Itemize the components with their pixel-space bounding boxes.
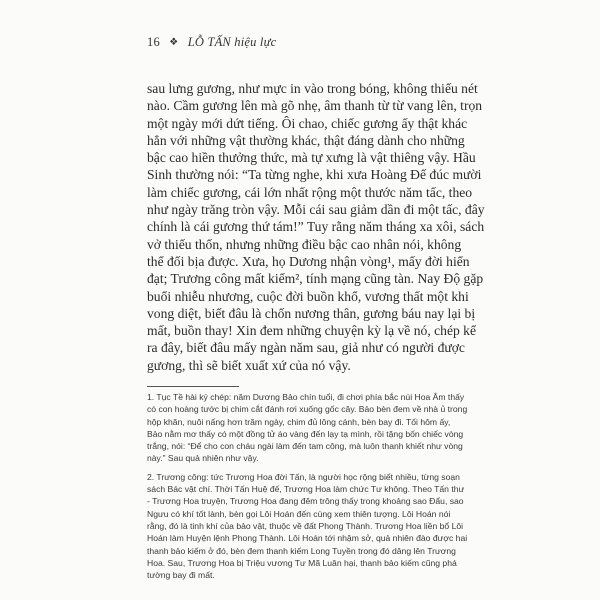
body-line: sau lưng gương, như mực in vào trong bóng, không thiếu nét	[147, 81, 478, 96]
body-line: làm chiếc gương, cái lớn nhất rộng một thước năm tấc, theo	[147, 184, 473, 200]
body-line: chính là cái gương thứ tám!” Tuy rằng năm tháng xa xôi, sách	[147, 219, 485, 235]
body-line: ra đây, biết đâu mấy ngàn năm sau, giả như có người được	[147, 340, 465, 356]
body-line: nào. Cầm gương lên mà gõ nhẹ, âm thanh từ từ vang lên, trọn	[147, 98, 483, 114]
body-text	[147, 80, 485, 374]
body-line: buổi nhiễu nhương, cuộc đời buồn khổ, vương thất một khi	[147, 288, 469, 304]
footnote-line: trắng, nói: “Để cho con cháu ngài làm đến tam công, mà luôn thanh khiết như vòng	[147, 441, 463, 452]
footnote-2	[147, 471, 468, 582]
footnote-1	[147, 391, 468, 465]
body-line: mất, buồn thay! Xin đem những chuyện kỳ lạ về nó, chép kể	[147, 323, 477, 339]
body-line: đạt; Trương công mất kiếm², tính mạng cũng tàn. Nay Độ gặp	[147, 271, 484, 287]
footnote-line: có con hoàng tước bị chim cắt đánh rơi xuống gốc cây. Bảo bèn đem về nhà ủ trong	[147, 404, 468, 415]
body-line: như ngày trăng tròn vậy. Mỗi cái sau giảm dần đi một tấc, đây	[147, 202, 485, 218]
diamond-ornament-icon: ❖	[169, 37, 179, 48]
body-line: bậc cao hiền thưởng thức, mà tự xưng là vật thiêng vậy. Hầu	[147, 150, 476, 166]
footnote-rule	[147, 386, 239, 387]
footnote-line: tường bay đi mất.	[147, 570, 215, 581]
footnote-line: Bảo nằm mơ thấy có một đồng tử áo vàng đến lạy tạ mình, rồi tặng bốn chiếc vòng	[147, 428, 464, 439]
footnote-line: - Trương Hoa truyện, Trương Hoa đang đêm trông thấy trong khoảng sao Đẩu, sao	[147, 496, 464, 507]
body-line: thể đối bịa được. Xưa, họ Dương nhận vòng¹, mấy đời hiển	[147, 253, 470, 269]
body-line: hẳn với những vật thường khác, thật đáng dành cho những	[147, 132, 465, 148]
footnote-line: hộp khăn, nuôi nấng hơn trăm ngày, chim đủ lông cánh, bèn bay đi. Tối hôm ấy,	[147, 416, 451, 427]
body-line: Sinh thường nói: “Ta từng nghe, khi xưa Hoàng Đế đúc mười	[147, 167, 482, 183]
footnote-line: 1. Tục Tề hài ký chép: năm Dương Bảo chín tuổi, đi chơi phía bắc núi Hoa Âm thấy	[147, 392, 465, 402]
footnote-line: Hoa. Sau, Trương Hoa bị Triệu vương Tư Mã Luân hại, thanh bảo kiếm cũng phá	[147, 557, 457, 568]
body-line: gương, thì sẽ biết xuất xứ của nó vậy.	[147, 357, 351, 373]
footnote-line: rằng, đó là tinh khí của bảo vật, thuộc về đất Phong Thành. Trương Hoa liền bổ Lôi	[147, 520, 464, 531]
body-line: vở thiếu thốn, nhưng những điều bậc cao nhân nói, không	[147, 236, 462, 252]
page-number: 16	[147, 35, 160, 49]
running-header	[147, 35, 276, 50]
body-line: vong diệt, biết đâu là chốn nương thân, gương báu nay lại bị	[147, 305, 476, 321]
book-title: LỖ TẤN hiệu lực	[187, 35, 277, 49]
footnote-line: thanh bảo kiếm ở đó, bèn đem thanh kiếm Long Tuyền trong đó dâng lên Trương	[147, 545, 456, 556]
footnote-line: Hoán làm Huyện lệnh Phong Thành. Lôi Hoán tới nhậm sở, quả nhiên đào được hai	[147, 533, 468, 544]
footnote-line: Ngưu có khí tốt lành, bèn gọi Lôi Hoán đến cùng xem thiên tượng. Lôi Hoán nói	[147, 508, 451, 519]
body-line: một ngày mới dứt tiếng. Ôi chao, chiếc gương ấy thật khác	[147, 115, 468, 131]
footnote-line: sách Bác vật chí. Thời Tấn Huệ đế, Trương Hoa làm chức Tư không. Theo Tấn thư	[147, 484, 465, 495]
footnote-line: này.” Sau quả nhiên như vậy.	[147, 453, 259, 464]
footnotes	[147, 391, 468, 581]
footnote-line: 2. Trương công: tức Trương Hoa đời Tấn, là người học rộng biết nhiều, từng soạn	[147, 471, 460, 482]
